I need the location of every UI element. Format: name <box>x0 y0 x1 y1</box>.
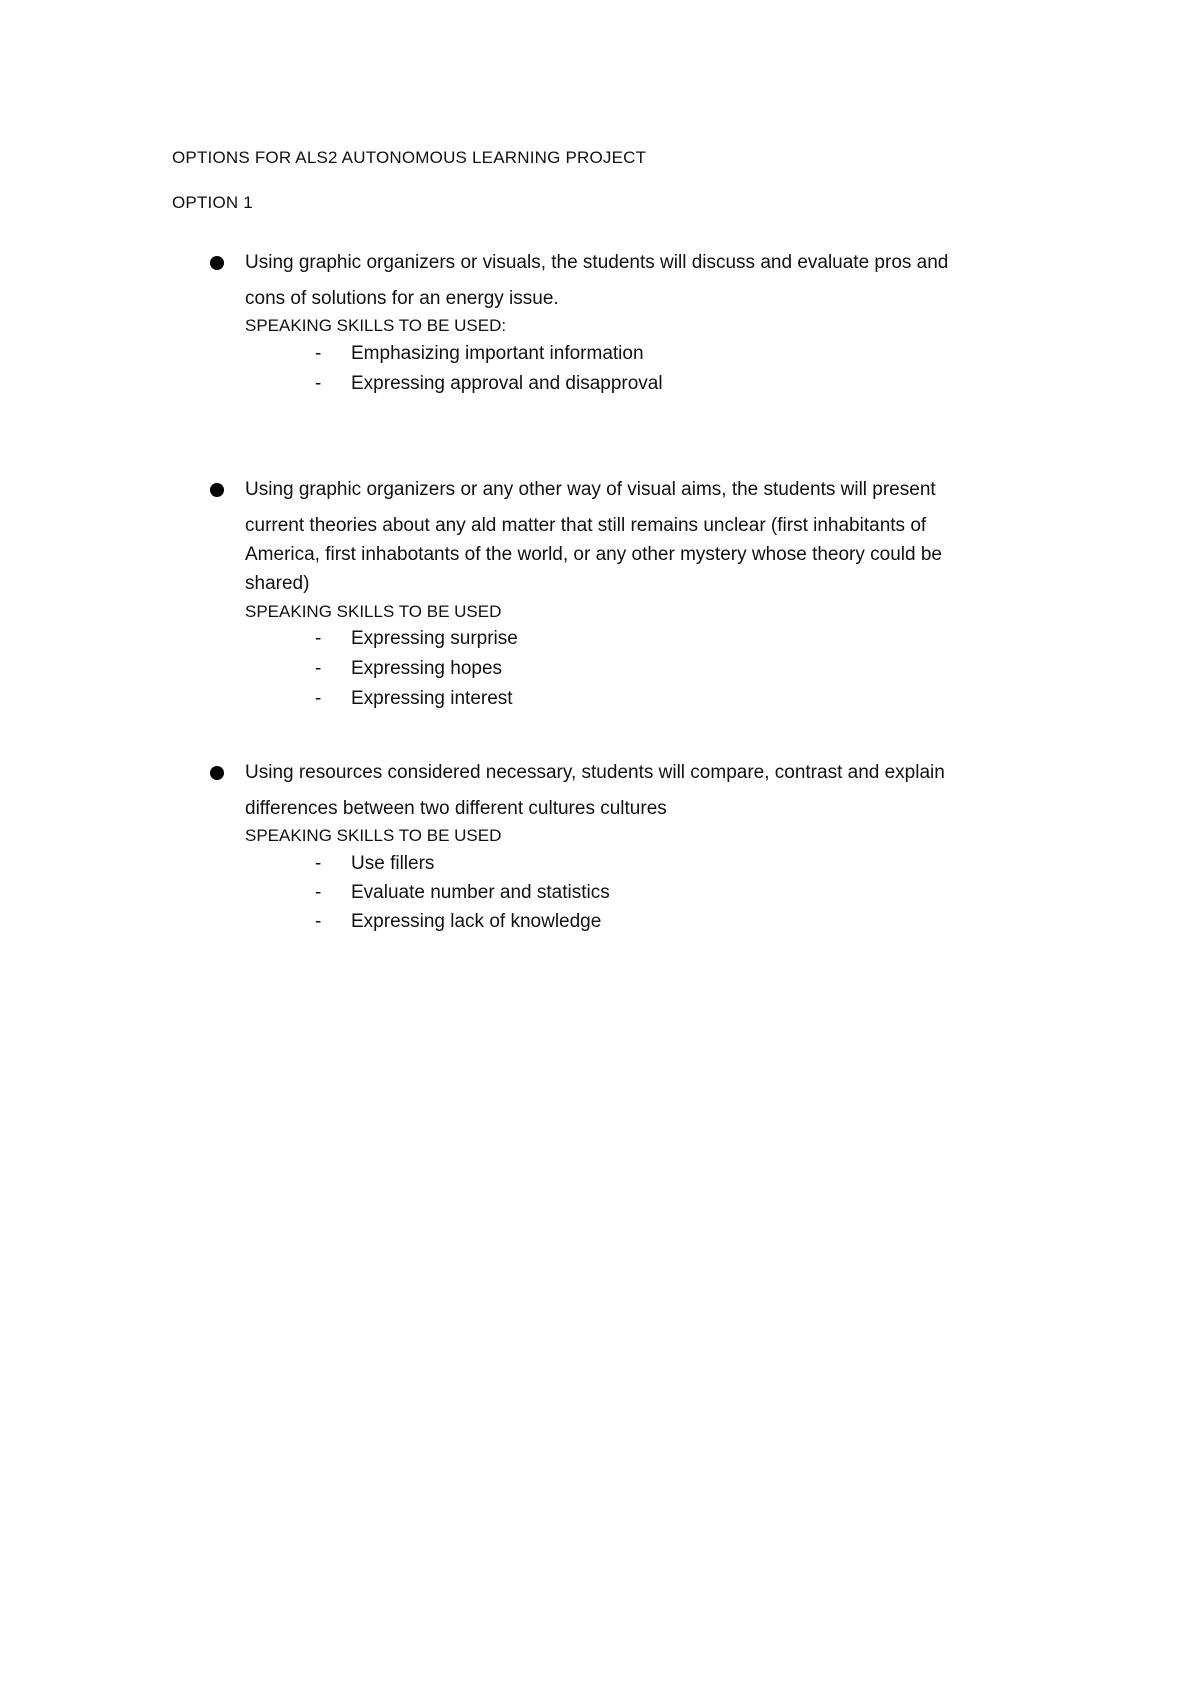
description-line: shared) <box>245 573 310 594</box>
skill-item <box>315 688 513 710</box>
skill-item <box>315 853 434 875</box>
skill-label: Emphasizing important information <box>351 343 644 364</box>
skill-item <box>315 343 644 365</box>
skill-label: Expressing approval and disapproval <box>351 373 663 394</box>
description-line: Using graphic organizers or visuals, the students will discuss and evaluate pros and <box>245 252 949 273</box>
skill-item <box>315 628 518 650</box>
description-line: cons of solutions for an energy issue. <box>245 288 559 309</box>
dash-marker: - <box>315 658 322 679</box>
option-item-description <box>245 475 1025 598</box>
dash-marker: - <box>315 343 322 364</box>
skill-label: Use fillers <box>351 853 435 874</box>
description-line: differences between two different cultures cultures <box>245 798 667 819</box>
document-title: OPTIONS FOR ALS2 AUTONOMOUS LEARNING PROJECT <box>172 148 647 167</box>
skill-item <box>315 882 610 904</box>
option-item-description <box>245 758 1025 823</box>
bullet-icon <box>210 256 224 270</box>
dash-marker: - <box>315 911 322 932</box>
dash-marker: - <box>315 853 322 874</box>
skills-heading: SPEAKING SKILLS TO BE USED <box>245 826 502 845</box>
description-line: current theories about any ald matter that still remains unclear (first inhabitants of <box>245 515 927 536</box>
skill-label: Expressing interest <box>351 688 513 709</box>
skills-heading: SPEAKING SKILLS TO BE USED: <box>245 316 507 335</box>
description-line: America, first inhabotants of the world, or any other mystery whose theory could be <box>245 544 942 565</box>
dash-marker: - <box>315 628 322 649</box>
option-heading: OPTION 1 <box>172 193 253 212</box>
skill-label: Expressing surprise <box>351 628 518 649</box>
option-item-description <box>245 248 1025 313</box>
description-line: Using resources considered necessary, students will compare, contrast and explain <box>245 762 945 783</box>
skills-heading: SPEAKING SKILLS TO BE USED <box>245 602 502 621</box>
skill-item <box>315 658 502 680</box>
skill-item <box>315 373 663 395</box>
skill-label: Evaluate number and statistics <box>351 882 610 903</box>
skill-label: Expressing hopes <box>351 658 503 679</box>
dash-marker: - <box>315 882 322 903</box>
skill-item <box>315 911 601 933</box>
dash-marker: - <box>315 373 322 394</box>
skill-label: Expressing lack of knowledge <box>351 911 602 932</box>
description-line: Using graphic organizers or any other way of visual aims, the students will present <box>245 479 936 500</box>
bullet-icon <box>210 766 224 780</box>
bullet-icon <box>210 483 224 497</box>
dash-marker: - <box>315 688 322 709</box>
